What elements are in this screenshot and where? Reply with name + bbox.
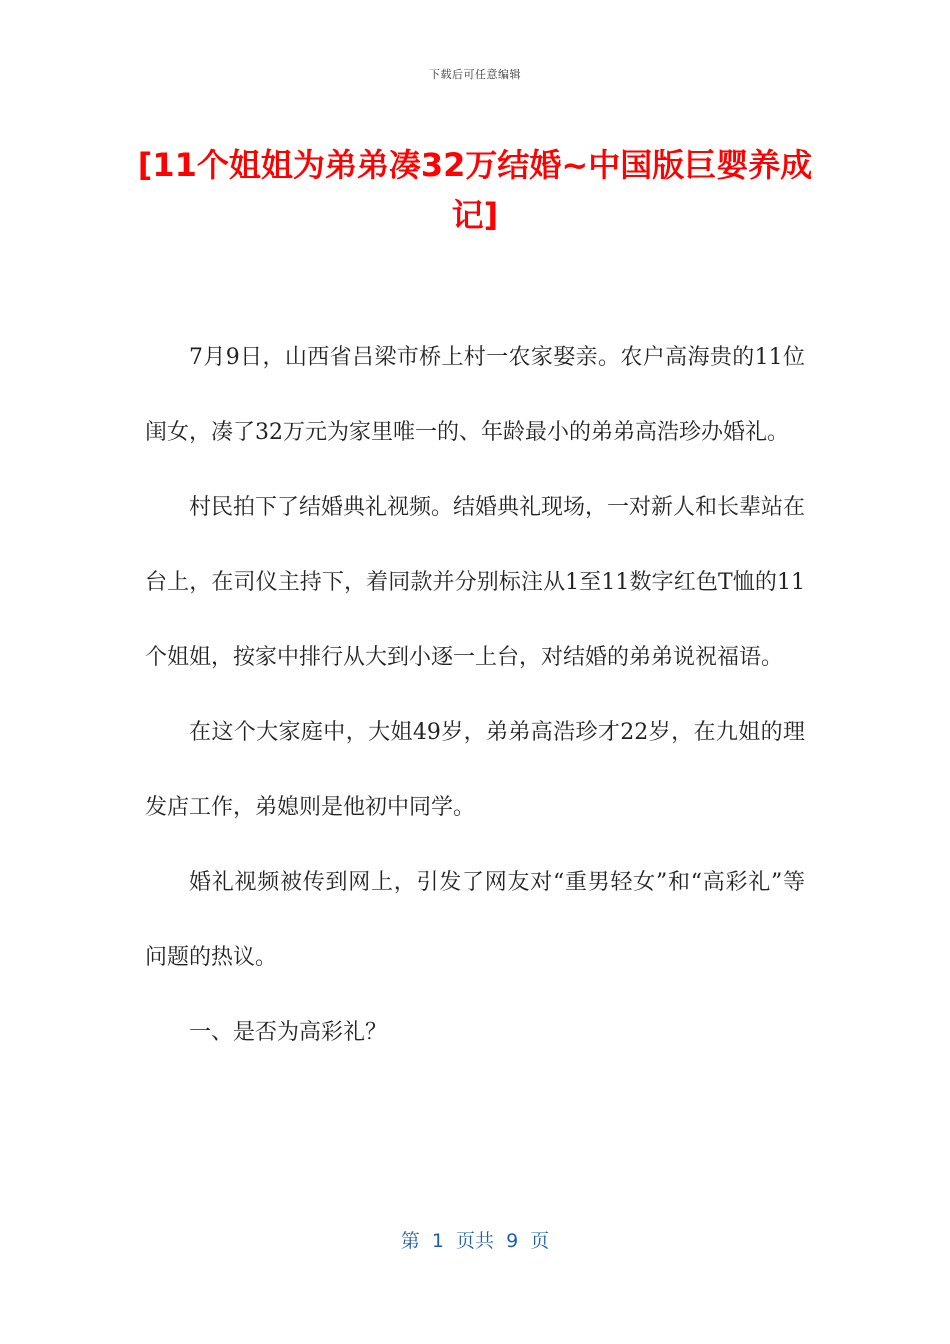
paragraph: 7月9日，山西省吕梁市桥上村一农家娶亲。农户高海贵的11位闺女，凑了32万元为家里唯一的、年龄最小的弟弟高浩珍办婚礼。 [145,345,805,445]
document-body [145,320,805,1070]
section-heading: 一、是否为高彩礼？ [189,1020,388,1045]
header-note: 下载后可任意编辑 [429,68,521,81]
paragraph: 在这个大家庭中，大姐49岁，弟弟高浩珍才22岁，在九姐的理发店工作，弟媳则是他初中同学。 [145,720,805,820]
document-title: [11个姐姐为弟弟凑32万结婚~中国版巨婴养成记] [137,146,813,234]
paragraph: 村民拍下了结婚典礼视频。结婚典礼现场，一对新人和长辈站在台上，在司仪主持下，着同款并分别标注从1至11数字红色T恤的11个姐姐，按家中排行从大到小逐一上台，对结婚的弟弟说祝福语。 [145,495,806,670]
paragraph: 婚礼视频被传到网上，引发了网友对“重男轻女”和“高彩礼”等问题的热议。 [145,870,805,970]
page-number: 第 1 页共 9 页 [400,1230,550,1252]
